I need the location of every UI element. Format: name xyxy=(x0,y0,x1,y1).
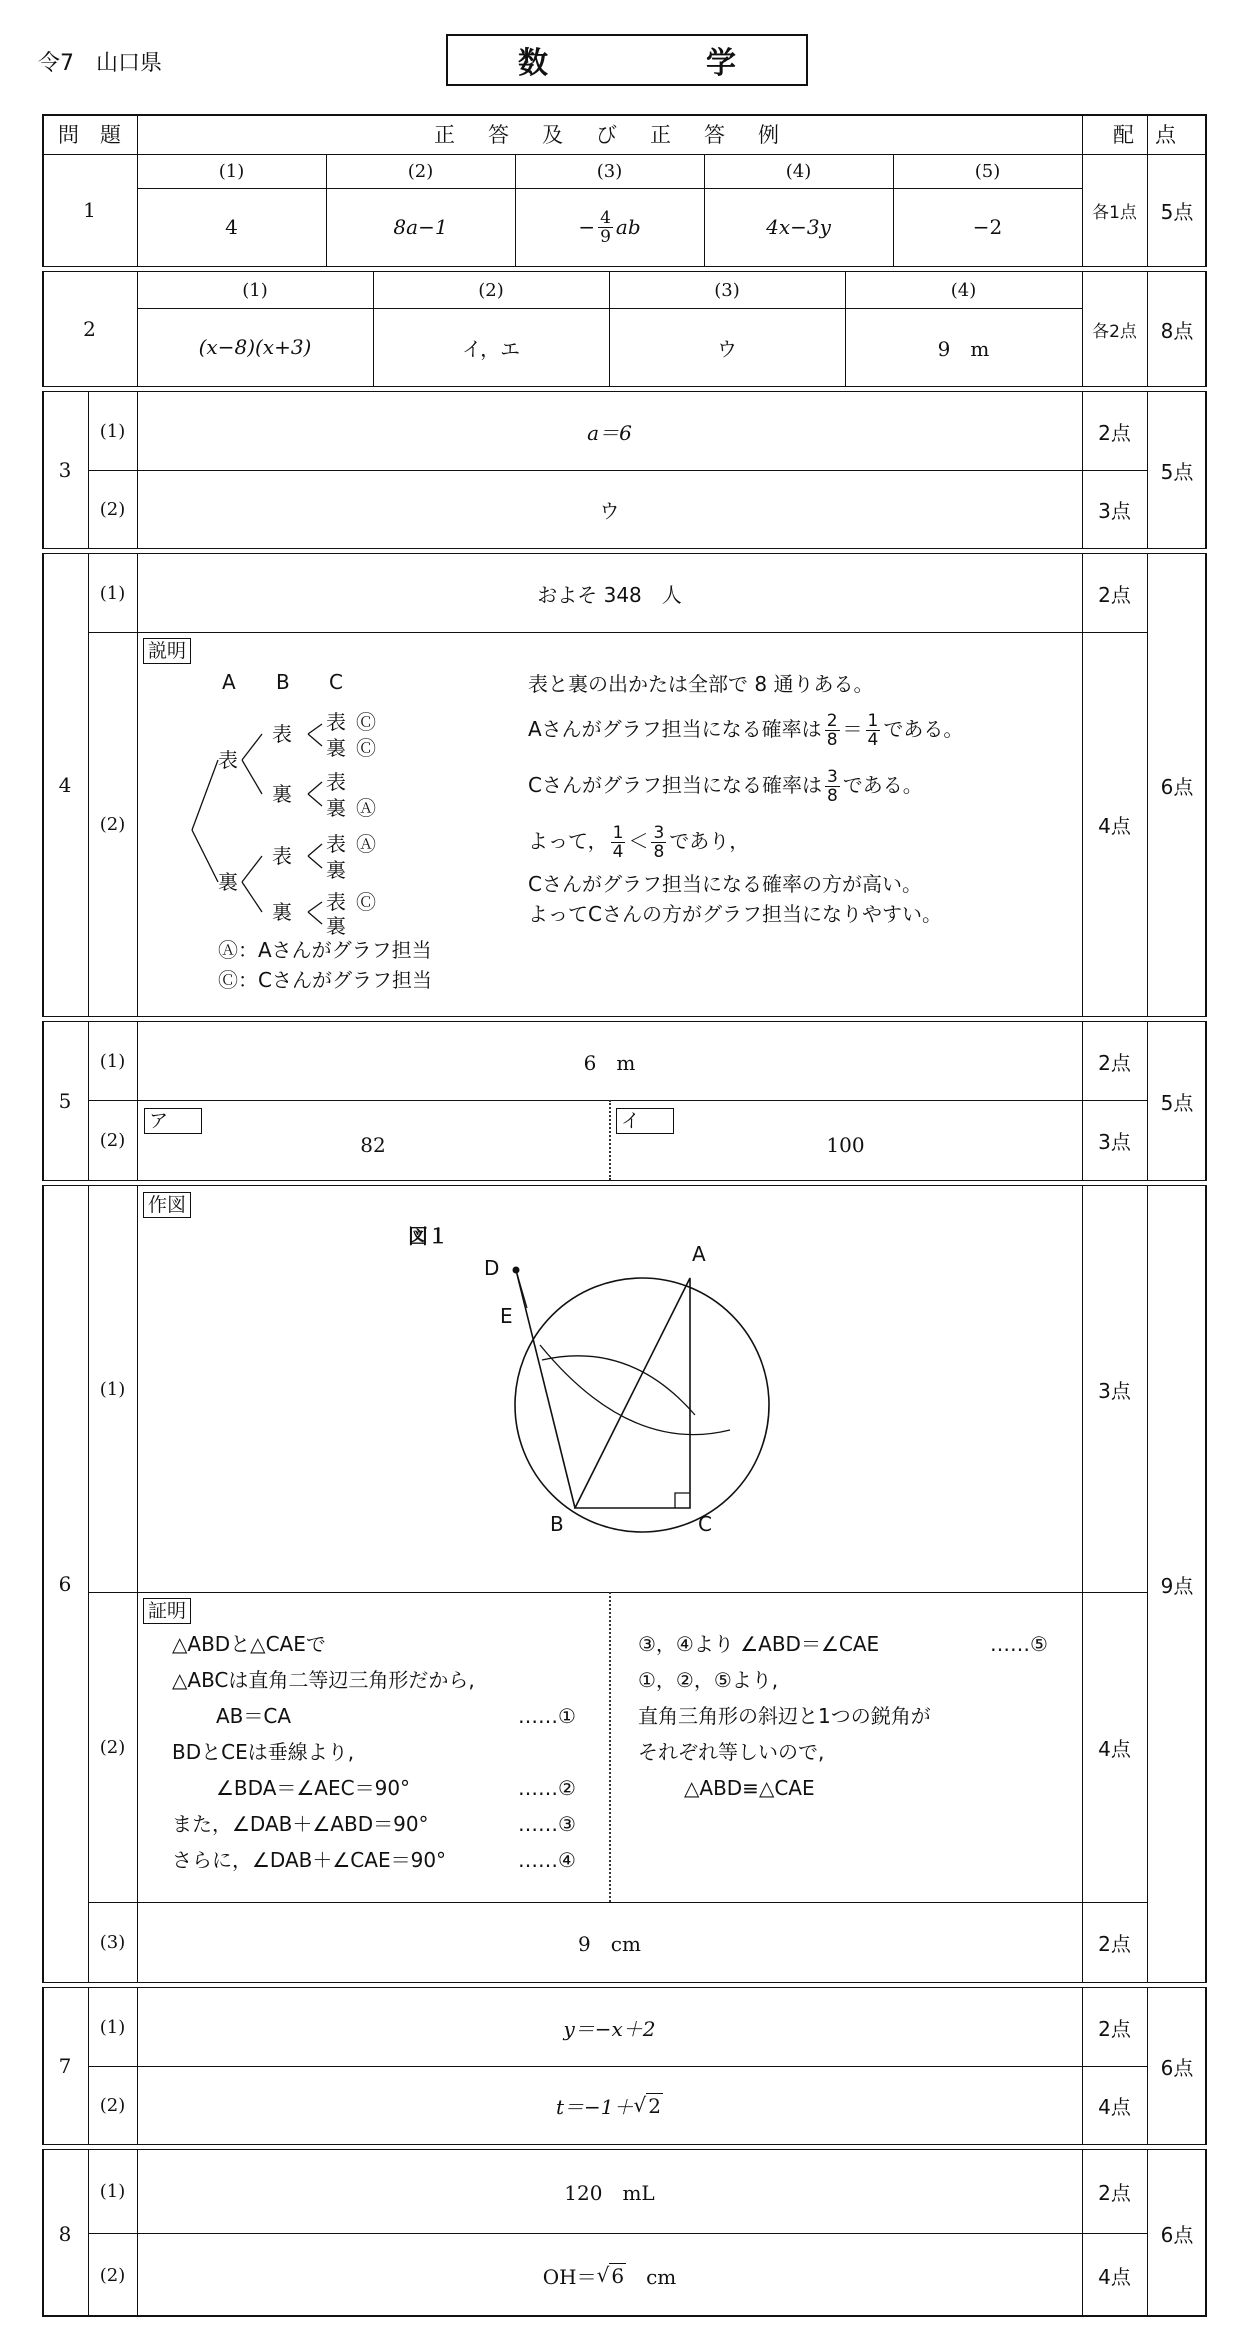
f14-den: 4 xyxy=(867,730,879,750)
q5-points-1: 2点 xyxy=(1098,1050,1131,1075)
q4-line-1: 表と裏の出かたは全部で 8 通りある。 xyxy=(528,672,874,696)
q7-sub-2: (2) xyxy=(99,2094,126,2116)
q1-sub-2: (2) xyxy=(407,160,434,182)
tree-col-b: B xyxy=(276,670,290,694)
arc-2 xyxy=(542,1356,695,1415)
q2-answer-2: イ，エ xyxy=(461,336,521,361)
q1-a3-den: 9 xyxy=(600,226,611,247)
q8-total-points: 6点 xyxy=(1160,2223,1194,2247)
q8-answer-2: OH＝ √ 6 cm xyxy=(137,2233,1082,2317)
q4-frac-2-8 xyxy=(825,712,840,749)
proof-r5: △ABD≡△CAE xyxy=(684,1776,815,1800)
tree-c6: 裏 xyxy=(326,858,346,882)
q5-number: 5 xyxy=(58,1089,72,1113)
f28-den: 8 xyxy=(826,730,838,750)
q3-answer-2: ウ xyxy=(599,498,620,523)
label-point-c: C xyxy=(698,1512,712,1536)
q6-construction-figure xyxy=(480,1240,800,1560)
f38b-num: 3 xyxy=(653,823,665,843)
q4-line-5: Cさんがグラフ担当になる確率の方が高い。 xyxy=(528,872,922,896)
q7-answer-2-pre: t＝−1＋ xyxy=(555,2094,634,2119)
label-point-e: E xyxy=(500,1304,513,1328)
q4-frac-3-8b xyxy=(651,824,666,861)
proof-l7: さらに，∠DAB＋∠CAE＝90° xyxy=(172,1848,447,1872)
q5-sub-2: (2) xyxy=(99,1129,126,1151)
q4-answer-1: およそ 348 人 xyxy=(537,582,682,607)
q4-eq: ＝ xyxy=(842,717,863,741)
q6-total-points: 9点 xyxy=(1160,1573,1194,1598)
q4-number: 4 xyxy=(58,773,72,797)
q6-figure-title: 図１ xyxy=(408,1224,448,1248)
q7-sub-1: (1) xyxy=(99,2016,126,2038)
arc-1 xyxy=(540,1345,730,1435)
tree-c3: 表 xyxy=(326,770,346,794)
q2-each-points: 各2点 xyxy=(1092,321,1137,342)
q2-answer-3: ウ xyxy=(717,336,737,361)
q4-frac-3-8 xyxy=(825,768,840,805)
q4-lt: ＜ xyxy=(628,829,649,853)
q8-answer-2-root: 6 xyxy=(611,2263,625,2288)
q7-answer-1: y＝−x＋2 xyxy=(563,2016,656,2041)
circumcircle xyxy=(515,1278,769,1532)
q4-line-4 xyxy=(528,824,749,861)
q6-construction-label: 作図 xyxy=(143,1192,191,1218)
q8-answer-2-pre: OH＝ xyxy=(542,2264,597,2289)
q5-total-points: 5点 xyxy=(1160,1090,1194,1115)
q7-points-1: 2点 xyxy=(1098,2016,1131,2041)
tree-mark-a1: Ⓐ xyxy=(356,796,376,820)
q8-sub-1: (1) xyxy=(99,2181,126,2202)
q1-answer-3-var: ab xyxy=(615,215,641,239)
q6-proof-label: 証明 xyxy=(143,1598,191,1624)
q1-number: 1 xyxy=(83,198,96,222)
q1-total-points: 5点 xyxy=(1160,199,1194,224)
q3-sub-1: (1) xyxy=(99,420,126,442)
proof-l7-ref: ……④ xyxy=(518,1848,576,1872)
q4-explanation-label: 説明 xyxy=(143,638,191,664)
q1-sub-4: (4) xyxy=(785,160,812,182)
header-answers: 正 答 及 び 正 答 例 xyxy=(434,123,785,147)
tree-b3: 表 xyxy=(272,844,292,868)
q4-total-points: 6点 xyxy=(1160,774,1194,799)
q4-line-2-text: Aさんがグラフ担当になる確率は xyxy=(528,717,822,741)
q5-answer-1: 6 m xyxy=(583,1050,636,1075)
proof-r2: ①，②，⑤より, xyxy=(638,1668,779,1692)
q4-points-2: 4点 xyxy=(1098,813,1131,838)
q4-frac-1-4b xyxy=(611,824,626,861)
q8-number: 8 xyxy=(58,2221,72,2246)
q6-answer-3: 9 cm xyxy=(578,1931,641,1956)
tree-legend-a: Ⓐ：Aさんがグラフ担当 xyxy=(218,938,432,962)
q7-number: 7 xyxy=(58,2054,72,2078)
header-points: 配 点 xyxy=(1113,123,1176,147)
q2-sub-3: (3) xyxy=(714,279,740,301)
q4-frac-1-4 xyxy=(866,712,881,749)
q1-answer-5: −2 xyxy=(972,215,1003,239)
q3-points-1: 2点 xyxy=(1098,420,1131,445)
q3-answer-1: a＝6 xyxy=(587,420,632,445)
q6-sub-3: (3) xyxy=(99,1931,126,1953)
q4-line-4-end: であり， xyxy=(669,829,750,853)
segment-de xyxy=(516,1270,527,1308)
q7-answer-2-root: 2 xyxy=(648,2093,661,2118)
f14-num: 1 xyxy=(867,711,879,731)
q1-sub-1: (1) xyxy=(218,160,245,182)
q2-sub-4: (4) xyxy=(950,279,977,301)
f14b-num: 1 xyxy=(612,823,624,843)
q1-answer-4: 4x−3y xyxy=(766,215,831,239)
q3-number: 3 xyxy=(58,458,72,482)
q5-tag-i: イ xyxy=(616,1108,674,1134)
subject-title: 数 学 xyxy=(446,34,808,86)
q7-answer-2: t＝−1＋ √ 2 xyxy=(137,2066,1082,2144)
right-angle-mark xyxy=(675,1493,690,1508)
tree-c4: 裏 xyxy=(326,796,346,820)
q3-sub-2: (2) xyxy=(99,498,126,520)
tree-mark-c3: Ⓒ xyxy=(356,890,376,914)
tree-b2: 裏 xyxy=(272,782,292,806)
q4-line-3-end: である。 xyxy=(842,773,923,797)
q1-each-points: 各1点 xyxy=(1092,202,1137,223)
tree-col-c: C xyxy=(329,670,343,694)
q4-points-1: 2点 xyxy=(1098,582,1131,607)
q8-answer-2-unit: cm xyxy=(626,2264,677,2289)
header-mondai: 問 題 xyxy=(58,123,121,147)
q6-points-3: 2点 xyxy=(1098,1931,1131,1956)
q8-points-2: 4点 xyxy=(1098,2264,1131,2289)
q8-sub-2: (2) xyxy=(99,2264,126,2286)
q8-answer-1: 120 mL xyxy=(564,2181,655,2205)
q4-sub-1: (1) xyxy=(99,582,126,604)
tree-mark-c2: Ⓒ xyxy=(356,736,376,760)
tree-c7: 表 xyxy=(326,890,346,914)
q4-line-6: よってCさんの方がグラフ担当になりやすい。 xyxy=(528,902,942,926)
label-point-b: B xyxy=(550,1512,564,1536)
q6-points-2: 4点 xyxy=(1098,1736,1131,1761)
tree-mark-a2: Ⓐ xyxy=(356,832,376,856)
tree-legend-c: Ⓒ：Cさんがグラフ担当 xyxy=(218,968,432,992)
tree-c8: 裏 xyxy=(326,914,346,938)
proof-r4: それぞれ等しいので, xyxy=(638,1740,825,1764)
q4-line-2-end: である。 xyxy=(883,717,964,741)
q5-sub-1: (1) xyxy=(99,1050,126,1072)
label-point-d: D xyxy=(484,1256,500,1280)
q2-total-points: 8点 xyxy=(1160,318,1194,343)
f38-den: 8 xyxy=(826,786,838,806)
tree-b1: 表 xyxy=(272,722,292,746)
q2-answer-4: 9 m xyxy=(937,336,990,361)
q2-sub-2: (2) xyxy=(478,279,504,301)
label-point-a: A xyxy=(692,1242,706,1266)
q4-line-4-text: よって， xyxy=(528,829,608,853)
q1-answer-2: 8a−1 xyxy=(393,215,448,239)
tree-mark-c1: Ⓒ xyxy=(356,710,376,734)
proof-r3: 直角三角形の斜辺と1つの鋭角が xyxy=(638,1704,931,1728)
tree-c1: 表 xyxy=(326,710,346,734)
proof-l1: △ABDと△CAEで xyxy=(172,1632,326,1656)
q3-points-2: 3点 xyxy=(1098,498,1131,523)
f38-num: 3 xyxy=(826,767,838,787)
proof-l5: ∠BDA＝∠AEC＝90° xyxy=(216,1776,411,1800)
q4-line-3-text: Cさんがグラフ担当になる確率は xyxy=(528,773,822,797)
proof-l6: また，∠DAB＋∠ABD＝90° xyxy=(172,1812,429,1836)
q8-points-1: 2点 xyxy=(1098,2181,1131,2205)
proof-l3-ref: ……① xyxy=(518,1704,576,1728)
q3-total-points: 5点 xyxy=(1160,459,1194,484)
f38b-den: 8 xyxy=(653,842,665,862)
q6-points-1: 3点 xyxy=(1098,1378,1131,1403)
tree-a-omote: 表 xyxy=(218,748,238,772)
line-bd xyxy=(516,1270,575,1508)
q2-answer-1: (x−8)(x+3) xyxy=(198,335,312,359)
q1-a3-num: 4 xyxy=(600,207,611,228)
q4-line-3 xyxy=(528,768,923,805)
tree-c5: 表 xyxy=(326,832,346,856)
q6-sub-1: (1) xyxy=(99,1378,126,1400)
q6-sub-2: (2) xyxy=(99,1736,126,1758)
tree-col-a: A xyxy=(222,670,236,694)
q7-total-points: 6点 xyxy=(1160,2055,1194,2080)
q1-answer-3-sign: − xyxy=(578,215,596,239)
f28-num: 2 xyxy=(826,711,838,731)
proof-l6-ref: ……③ xyxy=(518,1812,576,1836)
proof-l5-ref: ……② xyxy=(518,1776,576,1800)
q5-answer-a: 82 xyxy=(360,1133,386,1157)
tree-b4: 裏 xyxy=(272,900,292,924)
q1-answer-3-fraction xyxy=(598,209,613,246)
proof-l3: AB＝CA xyxy=(216,1704,292,1728)
prefecture-label: 令7 山口県 xyxy=(38,51,162,76)
q2-number: 2 xyxy=(83,317,96,341)
q1-sub-3: (3) xyxy=(596,160,623,182)
q7-points-2: 4点 xyxy=(1098,2094,1131,2119)
q4-sub-2: (2) xyxy=(99,813,126,835)
q1-sub-5: (5) xyxy=(974,160,1001,182)
tree-c2: 裏 xyxy=(326,736,346,760)
q5-answer-i: 100 xyxy=(826,1133,865,1157)
q6-number: 6 xyxy=(58,1572,72,1596)
q5-points-2: 3点 xyxy=(1098,1129,1131,1154)
proof-l2: △ABCは直角二等辺三角形だから, xyxy=(172,1668,475,1692)
q2-sub-1: (1) xyxy=(242,279,268,301)
q1-answer-1: 4 xyxy=(225,215,238,239)
proof-r1-ref: ……⑤ xyxy=(990,1632,1048,1656)
q4-line-2 xyxy=(528,712,963,749)
f14b-den: 4 xyxy=(612,842,624,862)
q5-tag-a: ア xyxy=(144,1108,202,1134)
proof-l4: BDとCEは垂線より, xyxy=(172,1740,355,1764)
tree-a-ura: 裏 xyxy=(218,870,238,894)
proof-r1: ③，④より ∠ABD＝∠CAE xyxy=(638,1632,880,1656)
point-d-dot xyxy=(513,1267,520,1274)
q1-answer-3 xyxy=(515,188,704,266)
